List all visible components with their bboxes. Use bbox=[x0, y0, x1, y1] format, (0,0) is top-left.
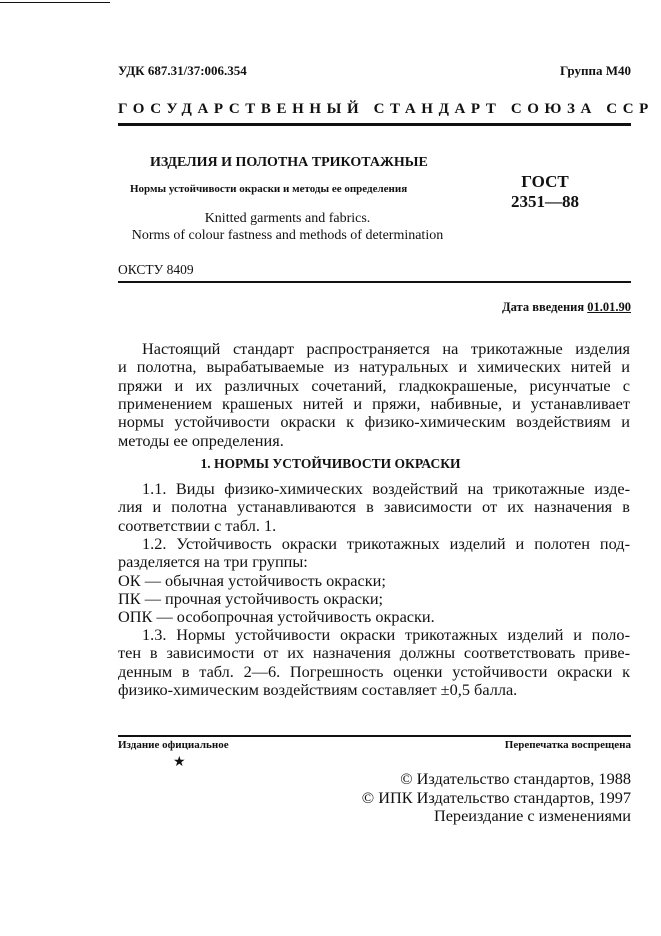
copyright-1997: © ИПК Издательство стандартов, 1997 bbox=[361, 787, 631, 807]
reissue-note: Переиздание с изменениями bbox=[433, 806, 631, 825]
copyright-1988: © Издательство стандартов, 1988 bbox=[400, 769, 631, 788]
english-title-line2: Norms of colour fastness and methods of determination bbox=[131, 228, 444, 243]
effective-date-value: 01.01.90 bbox=[587, 300, 631, 314]
english-title bbox=[130, 210, 445, 244]
effective-date bbox=[502, 300, 631, 315]
clause-1-3-line: физико-химическим воздействиям составляет ±0,5 балла. bbox=[118, 679, 518, 699]
section-heading: 1. НОРМЫ УСТОЙЧИВОСТИ ОКРАСКИ bbox=[200, 456, 461, 471]
gost-number: 2351—88 bbox=[511, 192, 579, 211]
intro-paragraph-line: и полотна, вырабатываемые из натуральных и химических нитей и bbox=[118, 357, 630, 377]
clause-1-3-line: денным в табл. 2—6. Погрешность оценки устойчивости окраски к bbox=[118, 661, 630, 681]
clause-1-1-line: лия и полотна устанавливаются в зависимости от их назначения в bbox=[118, 497, 630, 517]
banner-rule bbox=[118, 123, 631, 126]
scan-artifact-line bbox=[0, 2, 110, 3]
document-subtitle: Нормы устойчивости окраски и методы ее определения bbox=[130, 183, 408, 195]
gost-label: ГОСТ bbox=[521, 172, 569, 191]
gost-designation bbox=[490, 172, 600, 212]
clause-1-3-line: тен в зависимости от их назначения должны соответствовать приве- bbox=[118, 643, 630, 663]
clause-1-1-line: соответствии с табл. 1. bbox=[118, 515, 277, 535]
intro-paragraph-line: Настоящий стандарт распространяется на трикотажные изделия bbox=[142, 339, 630, 358]
effective-date-label: Дата введения bbox=[502, 300, 585, 314]
star-icon: ★ bbox=[173, 755, 186, 770]
copyright-block bbox=[362, 770, 631, 826]
intro-paragraph-line: методы ее определения. bbox=[118, 430, 284, 450]
fastness-group-item: ОПК — особопрочная устойчивость окраски. bbox=[118, 607, 435, 627]
header-rule bbox=[118, 281, 631, 283]
footer-rule bbox=[118, 735, 631, 737]
official-edition: Издание официальное bbox=[118, 739, 229, 751]
banner-title: ГОСУДАРСТВЕННЫЙ СТАНДАРТ СОЮЗА ССР bbox=[118, 101, 654, 117]
fastness-group-item: ПК — прочная устойчивость окраски; bbox=[118, 588, 384, 608]
intro-paragraph-line: применением крашеных нитей и пряжи, набивные, и устанавливает bbox=[118, 393, 630, 413]
clause-1-1-line: 1.1. Виды физико-химических воздействий на трикотажные изде- bbox=[142, 479, 630, 498]
group-code: Группа М40 bbox=[559, 63, 631, 78]
intro-paragraph-line: нормы устойчивости окраски к физико-химическим воздействиям и bbox=[118, 412, 630, 432]
reprint-prohibited: Перепечатка воспрещена bbox=[504, 739, 631, 751]
clause-1-2-line: разделяется на три группы: bbox=[118, 552, 308, 572]
document-title: ИЗДЕЛИЯ И ПОЛОТНА ТРИКОТАЖНЫЕ bbox=[150, 155, 428, 170]
fastness-group-item: ОК — обычная устойчивость окраски; bbox=[118, 570, 386, 590]
okstu-code: ОКСТУ 8409 bbox=[118, 262, 194, 277]
english-title-line1: Knitted garments and fabrics. bbox=[204, 211, 371, 226]
udk-code: УДК 687.31/37:006.354 bbox=[118, 63, 247, 78]
clause-1-3-line: 1.3. Нормы устойчивости окраски трикотажных изделий и поло- bbox=[142, 625, 630, 644]
intro-paragraph-line: пряжи и их различных сочетаний, гладкокрашеные, рисунчатые с bbox=[118, 375, 630, 395]
clause-1-2-line: 1.2. Устойчивость окраски трикотажных изделий и полотен под- bbox=[142, 534, 630, 553]
